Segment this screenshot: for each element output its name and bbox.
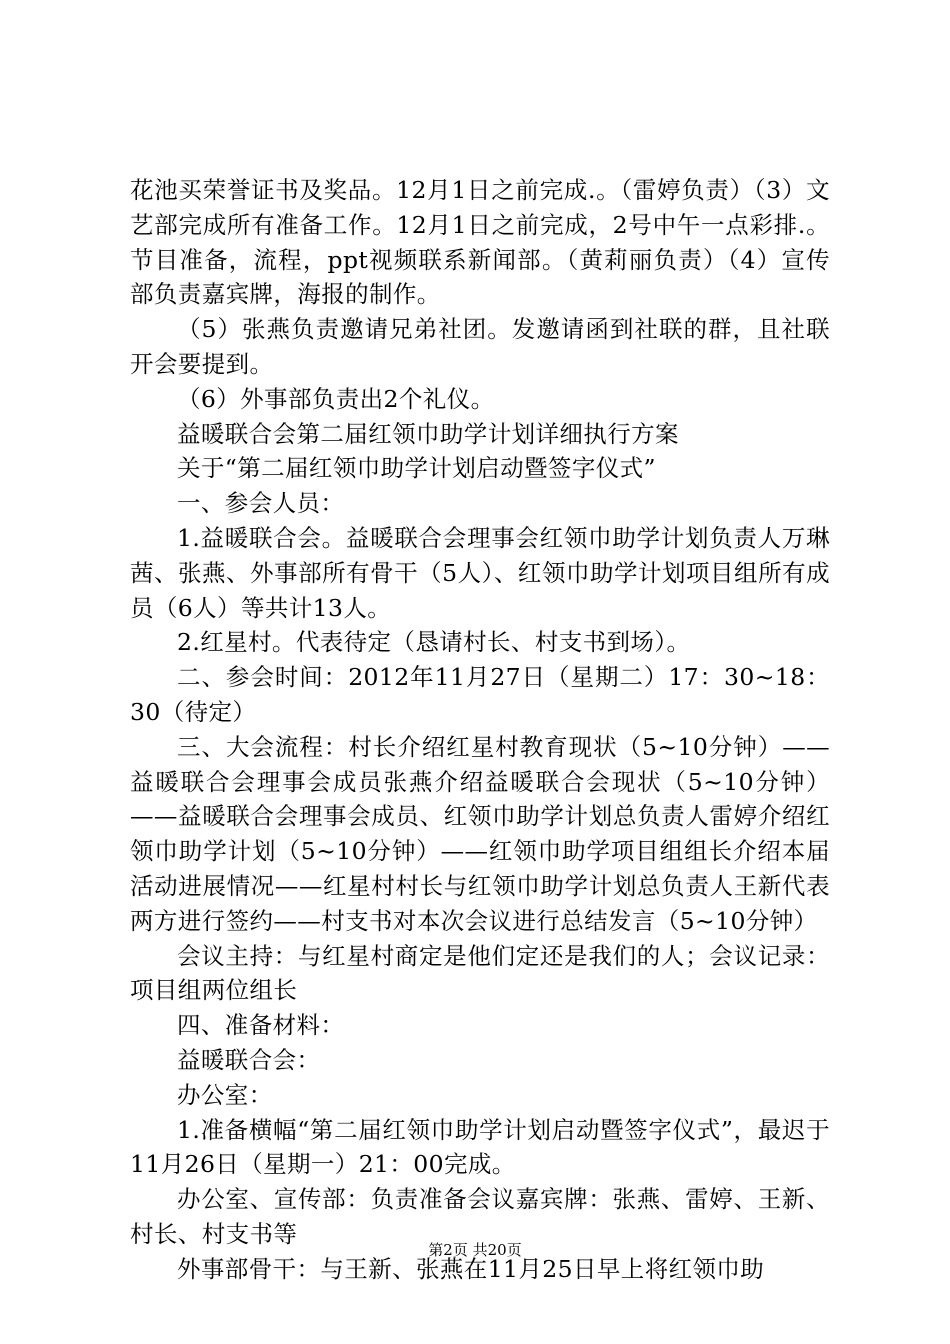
section-heading: 一、参会人员： [177, 489, 345, 518]
paragraph: 办公室、宣传部：负责准备会议嘉宾牌：张燕、雷婷、王新、村长、村支书等 [130, 1185, 830, 1248]
paragraph: 关于“第二届红领巾助学计划启动暨签字仪式” [177, 454, 656, 483]
paragraph: 1.准备横幅“第二届红领巾助学计划启动暨签字仪式”，最迟于11月26日（星期一）21：00完成。 [130, 1115, 830, 1179]
paragraph: 益暖联合会第二届红领巾助学计划详细执行方案 [177, 419, 679, 448]
section-heading: 四、准备材料： [177, 1011, 345, 1040]
paragraph: 益暖联合会： [177, 1045, 321, 1074]
section-heading: 三、大会流程：村长介绍红星村教育现状（5~10分钟）——益暖联合会理事会成员张燕介绍益暖联合会现状（5~10分钟）——益暖联合会理事会成员、红领巾助学计划总负责人雷婷介绍红领巾助学计划（5~10分钟）——红领巾助学项目组组长介绍本届活动进展情况——红星村村长与红领巾助学计划总负责人王新代表两方进行签约——村支书对本次会议进行总结发言（5~10分钟） [130, 732, 830, 935]
paragraph: 外事部骨干：与王新、张燕在11月25日早上将红领巾助 [177, 1254, 765, 1283]
paragraph: 2.红星村。代表待定（恳请村长、村支书到场）。 [177, 628, 691, 657]
paragraph: （6）外事部负责出2个礼仪。 [177, 384, 495, 413]
document-body [130, 173, 830, 1287]
section-heading: 二、参会时间：2012年11月27日（星期二）17：30~18：30（待定） [130, 663, 830, 726]
paragraph: 花池买荣誉证书及奖品。12月1日之前完成.。（雷婷负责）（3）文艺部完成所有准备工作。12月1日之前完成，2号中午一点彩排.。节目准备，流程，ppt视频联系新闻部。（黄莉丽负责）（4）宣传部负责嘉宾牌，海报的制作。 [130, 176, 830, 309]
paragraph: （5）张燕负责邀请兄弟社团。发邀请函到社联的群，且社联开会要提到。 [130, 315, 830, 378]
paragraph: 会议主持：与红星村商定是他们定还是我们的人；会议记录：项目组两位组长 [130, 941, 830, 1005]
paragraph: 办公室： [177, 1080, 273, 1109]
paragraph: 1.益暖联合会。益暖联合会理事会红领巾助学计划负责人万琳茜、张燕、外事部所有骨干（5人）、红领巾助学计划项目组所有成员（6人）等共计13人。 [130, 523, 830, 622]
page-number: 第2页 共20页 [428, 1241, 522, 1259]
